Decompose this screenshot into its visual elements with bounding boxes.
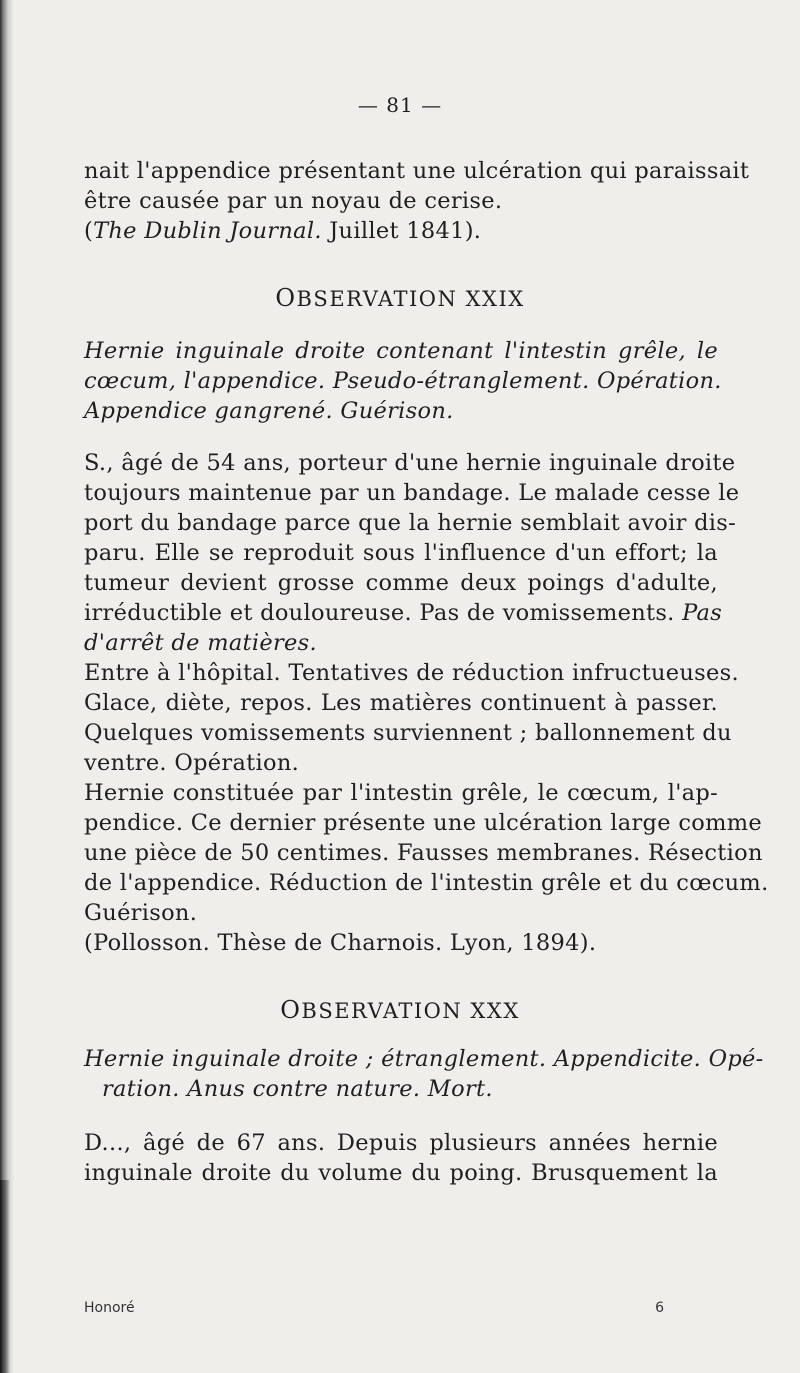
text-line: paru. Elle se reproduit sous l'influence d'un effort; la — [84, 540, 718, 566]
title-line: Appendice gangrené. Guérison. — [84, 398, 454, 424]
page-binding-edge — [0, 0, 14, 1373]
text-line — [84, 598, 723, 628]
footer-author: Honoré — [84, 1300, 135, 1316]
heading-initial: O — [275, 284, 297, 312]
page-footer — [84, 1300, 664, 1316]
text-line: tumeur devient grosse comme deux poings d'adulte, — [84, 570, 718, 596]
observation-30-body — [84, 1128, 718, 1188]
observation-29-body — [84, 448, 769, 958]
text-line: Quelques vomissements surviennent ; ballonnement du — [84, 720, 732, 746]
observation-30-title — [84, 1044, 764, 1104]
text-fragment: irréductible et douloureuse. Pas de vomissements. — [84, 600, 675, 626]
title-line: cœcum, l'appendice. Pseudo-étranglement. Opération. — [84, 368, 722, 394]
title-line: Hernie inguinale droite ; étranglement. Appendicite. Opé- — [84, 1046, 764, 1072]
observation-30-heading — [0, 996, 800, 1024]
text-line: Glace, diète, repos. Les matières continuent à passer. — [84, 690, 718, 716]
text-line: Guérison. — [84, 900, 198, 926]
text-line: D..., âgé de 67 ans. Depuis plusieurs années hernie — [84, 1130, 718, 1156]
text-line: ventre. Opération. — [84, 750, 300, 776]
italic-fragment: Pas — [682, 600, 723, 626]
title-line: Hernie inguinale droite contenant l'intestin grêle, le — [84, 338, 718, 364]
text-line: pendice. Ce dernier présente une ulcération large comme — [84, 810, 762, 836]
intro-paragraph — [84, 156, 750, 246]
text-line: port du bandage parce que la hernie semblait avoir dis- — [84, 510, 737, 536]
text-line: S., âgé de 54 ans, porteur d'une hernie inguinale droite — [84, 450, 736, 476]
text-line: une pièce de 50 centimes. Fausses membranes. Résection — [84, 840, 763, 866]
text-line: Entre à l'hôpital. Tentatives de réduction infructueuses. — [84, 660, 739, 686]
journal-date: Juillet 1841). — [329, 218, 482, 244]
intro-reference: (The Dublin Journal. Juillet 1841). — [84, 218, 482, 244]
text-line: de l'appendice. Réduction de l'intestin grêle et du cœcum. — [84, 870, 769, 896]
heading-initial: O — [280, 996, 302, 1024]
journal-title: The Dublin Journal. — [93, 218, 322, 244]
observation-29-title — [84, 336, 722, 426]
text-line: toujours maintenue par un bandage. Le malade cesse le — [84, 480, 740, 506]
footer-signature: 6 — [655, 1300, 664, 1316]
title-line: ration. Anus contre nature. Mort. — [102, 1076, 493, 1102]
page-binding-shadow — [0, 1180, 10, 1373]
heading-rest: BSERVATION XXIX — [296, 287, 525, 311]
text-line: d'arrêt de matières. — [84, 630, 317, 656]
observation-29-reference: (Pollosson. Thèse de Charnois. Lyon, 1894). — [84, 930, 597, 956]
text-line: Hernie constituée par l'intestin grêle, le cœcum, l'ap- — [84, 780, 718, 806]
page-number: — 81 — — [357, 93, 443, 117]
text-line: inguinale droite du volume du poing. Brusquement la — [84, 1160, 718, 1186]
observation-29-heading — [0, 284, 800, 312]
heading-rest: BSERVATION XXX — [301, 999, 520, 1023]
text-line: être causée par un noyau de cerise. — [84, 188, 503, 214]
text-line: nait l'appendice présentant une ulcération qui paraissait — [84, 158, 750, 184]
